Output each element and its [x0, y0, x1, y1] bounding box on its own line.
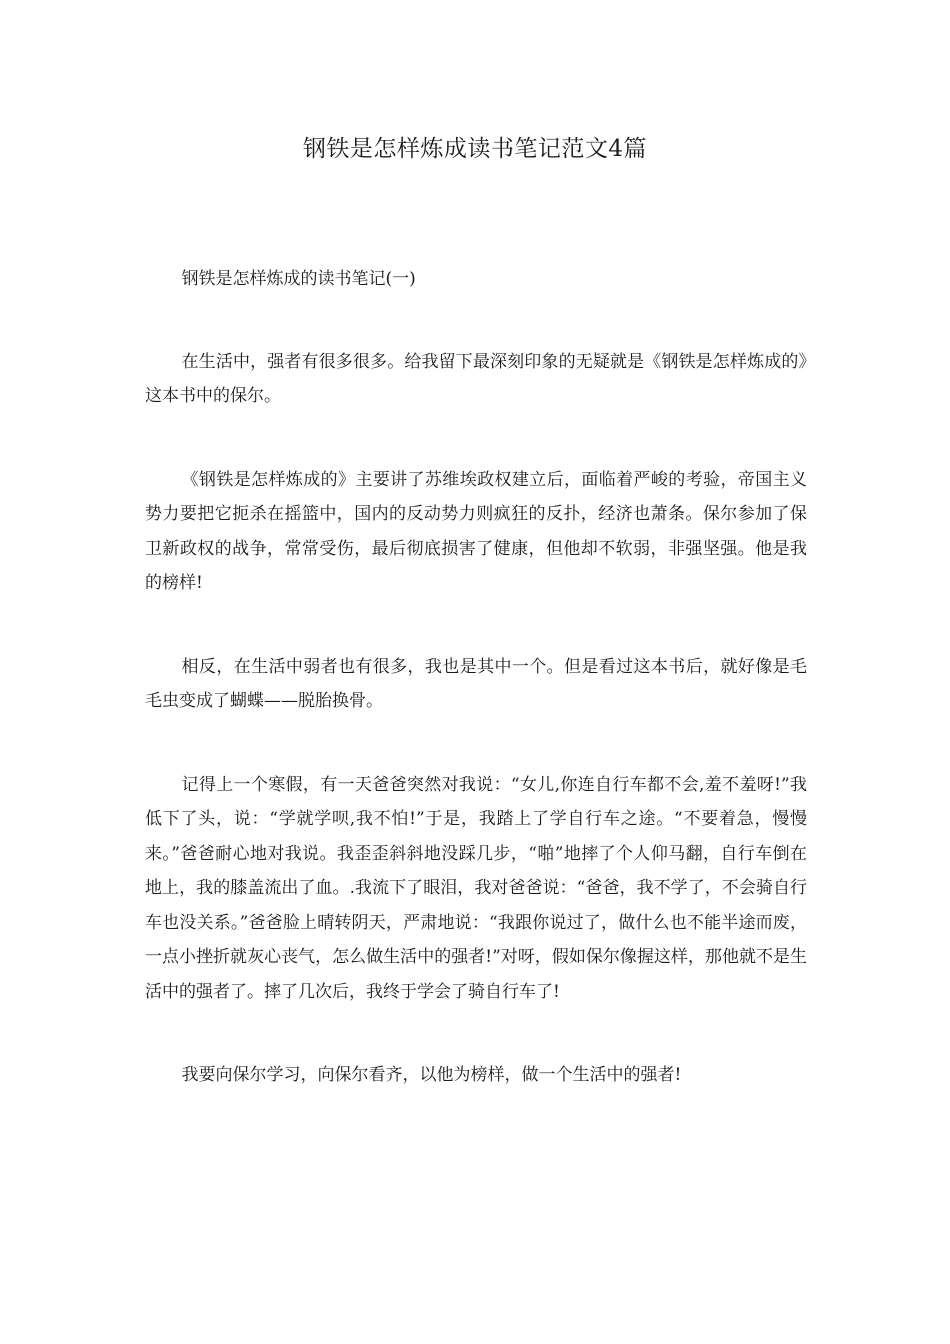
section-heading: 钢铁是怎样炼成的读书笔记(一): [181, 269, 416, 289]
paragraph-conclusion: 我要向保尔学习，向保尔看齐，以他为榜样，做一个生活中的强者!: [181, 1065, 682, 1085]
paragraph-intro: 在生活中，强者有很多很多。给我留下最深刻印象的无疑就是《钢铁是怎样炼成的》这本书中的保尔。: [145, 351, 807, 406]
document-body: [145, 262, 807, 1142]
paragraph-transformation: 相反，在生活中弱者也有很多，我也是其中一个。但是看过这本书后，就好像是毛毛虫变成了蝴蝶——脱胎换骨。: [145, 656, 807, 711]
paragraph-book-summary: 《钢铁是怎样炼成的》主要讲了苏维埃政权建立后，面临着严峻的考验，帝国主义势力要把它扼杀在摇篮中，国内的反动势力则疯狂的反扑，经济也萧条。保尔参加了保卫新政权的战争，常常受伤，最后彻底损害了健康，但他却不软弱，非强坚强。他是我的榜样!: [145, 469, 807, 593]
paragraph-bicycle-story: 记得上一个寒假，有一天爸爸突然对我说：“女儿,你连自行车都不会,羞不羞呀!”我低下了头，说：“学就学呗,我不怕!”于是，我踏上了学自行车之途。“不要着急，慢慢来。”爸爸耐心地对我说。我歪歪斜斜地没踩几步，“啪”地摔了个人仰马翻，自行车倒在地上，我的膝盖流出了血。.我流下了眼泪，我对爸爸说：“爸爸，我不学了，不会骑自行车也没关系。”爸爸脸上晴转阴天，严肃地说：“我跟你说过了，做什么也不能半途而废，一点小挫折就灰心丧气，怎么做生活中的强者!”对呀，假如保尔像握这样，那他就不是生活中的强者了。摔了几次后，我终于学会了骑自行车了!: [145, 774, 807, 1002]
document-title: 钢铁是怎样炼成读书笔记范文4篇: [302, 136, 648, 162]
